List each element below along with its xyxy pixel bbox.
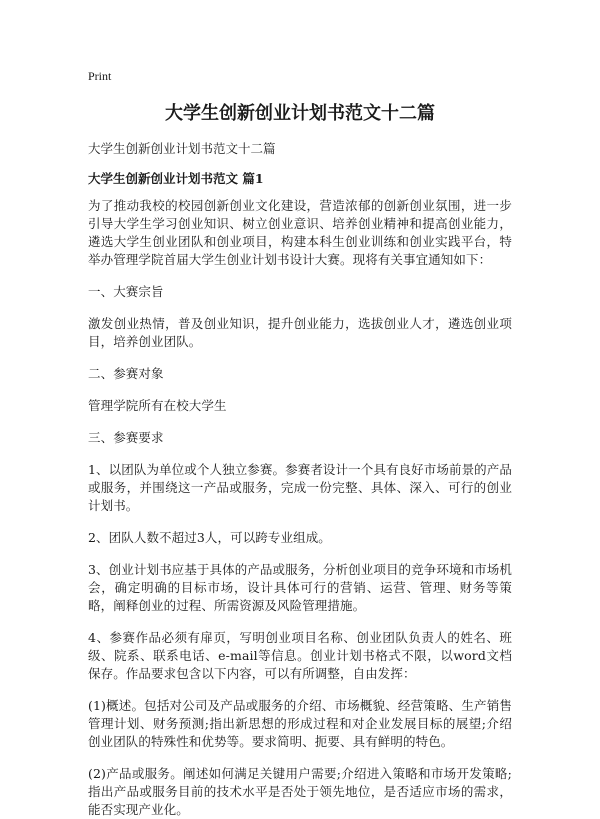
document-title: 大学生创新创业计划书范文十二篇 bbox=[165, 103, 435, 124]
heading-participants: 二、参赛对象 bbox=[88, 366, 164, 381]
heading-requirements: 三、参赛要求 bbox=[88, 430, 164, 445]
purpose-paragraph: 激发创业热情，普及创业知识，提升创业能力，选拔创业人才，遴选创业项目，培养创业团队。 bbox=[88, 316, 512, 349]
heading-purpose: 一、大赛宗旨 bbox=[88, 284, 164, 299]
intro-paragraph: 为了推动我校的校园创新创业文化建设，营造浓郁的创新创业氛围，进一步引导大学生学习创业知识、树立创业意识、培养创业精神和提高创业能力，遴选大学生创业团队和创业项目，构建本科生创业训练和创业实践平台，特举办管理学院首届大学生创业计划书设计大赛。现将有关事宜通知如下： bbox=[88, 198, 512, 267]
item-product-service: (2)产品或服务。阐述如何满足关键用户需要;介绍进入策略和市场开发策略;指出产品或服务目前的技术水平是否处于领先地位，是否适应市场的需求，能否实现产业化。 bbox=[88, 766, 512, 817]
item-overview: (1)概述。包括对公司及产品或服务的介绍、市场概貌、经营策略、生产销售管理计划、财务预测;指出新思想的形成过程和对企业发展目标的展望;介绍创业团队的特殊性和优势等。要求简明、扼要、具有鲜明的特色。 bbox=[88, 698, 512, 749]
document-subtitle: 大学生创新创业计划书范文十二篇 bbox=[88, 141, 276, 156]
requirement-2: 2、团队人数不超过3人，可以跨专业组成。 bbox=[88, 530, 331, 545]
section-heading: 大学生创新创业计划书范文 篇1 bbox=[88, 171, 264, 186]
print-label: Print bbox=[88, 69, 112, 83]
participants-paragraph: 管理学院所有在校大学生 bbox=[88, 398, 227, 413]
requirement-1: 1、以团队为单位或个人独立参赛。参赛者设计一个具有良好市场前景的产品或服务，并围绕这一产品或服务，完成一份完整、具体、深入、可行的创业计划书。 bbox=[88, 462, 512, 513]
requirement-3: 3、创业计划书应基于具体的产品或服务，分析创业项目的竞争环境和市场机会，确定明确的目标市场，设计具体可行的营销、运营、管理、财务等策略，阐释创业的过程、所需资源及风险管理措施。 bbox=[88, 562, 512, 613]
requirement-4: 4、参赛作品必须有扉页，写明创业项目名称、创业团队负责人的姓名、班级、院系、联系电话、e-mail等信息。创业计划书格式不限，以word文档保存。作品要求包含以下内容，可以有所调整，自由发挥： bbox=[88, 630, 512, 681]
